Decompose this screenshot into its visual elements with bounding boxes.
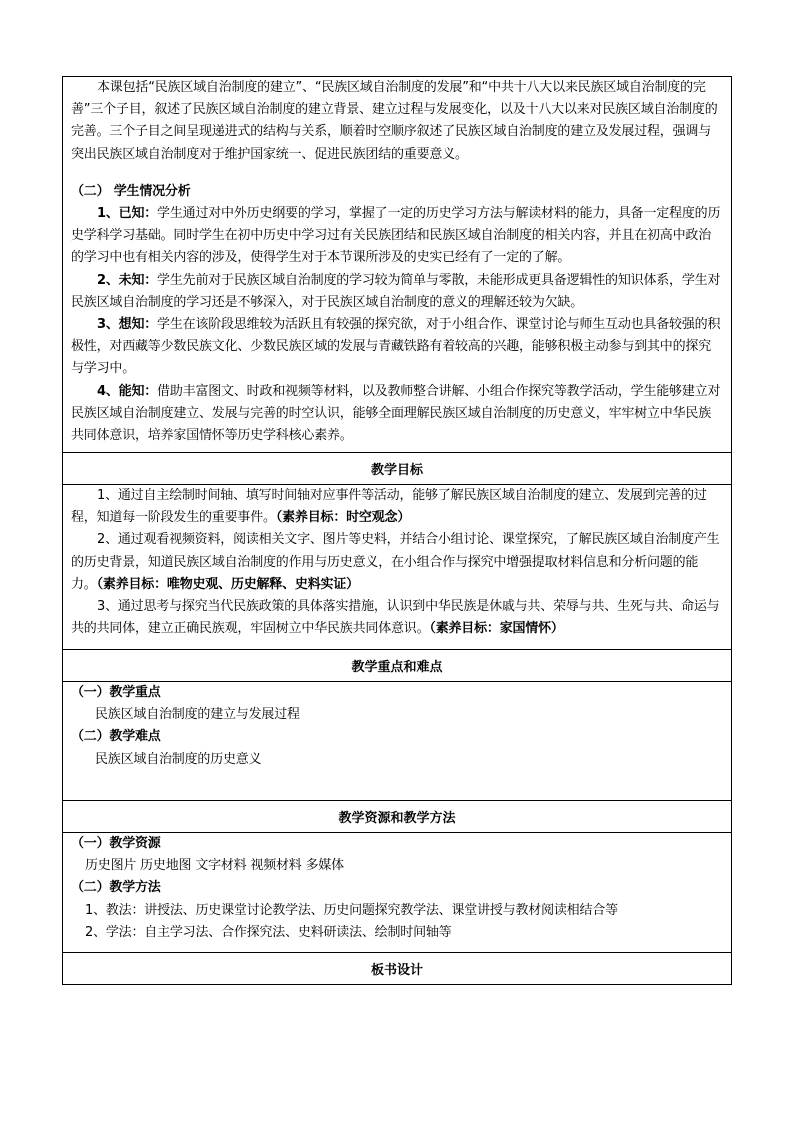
resources-header: 教学资源和教学方法	[63, 801, 732, 833]
student-item-4-text: 借助丰富图文、时政和视频等材料，以及教师整合讲解、小组合作探究等教学活动，学生能够建立对民族区域自治制度建立、发展与完善的时空认识，能够全面理解民族区域自治制度的历史意义，牢牢树立中华民族共同体意识，培养家国情怀等历史学科核心素养。	[71, 383, 721, 444]
resources-header-row	[63, 801, 732, 833]
focus-text: 民族区域自治制度的建立与发展过程	[95, 707, 300, 723]
difficulty-text: 民族区域自治制度的历史意义	[95, 751, 262, 767]
objectives-cell	[63, 485, 732, 650]
resources-heading: （一）教学资源	[71, 836, 161, 851]
student-item-2-lead: 2、未知：	[97, 272, 158, 288]
objective-item-1	[71, 485, 723, 529]
student-item-3	[71, 314, 723, 381]
objective-2-text: 2、通过观看视频资料，阅读相关文字、图片等史料，并结合小组讨论、课堂探究，了解民族区域自治制度产生的历史背景，知道民族区域自治制度的作用与历史意义，在小组合作与探究中增强提取材料信息和分析问题的能力。	[71, 532, 720, 592]
objective-1-tag: （素养目标：时空观念）	[275, 510, 411, 526]
resources-text: 历史图片 历史地图 文字材料 视频材料 多媒体	[85, 858, 344, 874]
objective-1-text: 1、通过自主绘制时间轴、填写时间轴对应事件等活动，能够了解民族区域自治制度的建立、发展到完善的过程，知道每一阶段发生的重要事件。	[71, 488, 707, 526]
student-item-3-lead: 3、想知：	[97, 317, 158, 333]
student-item-2-text: 学生先前对于民族区域自治制度的学习较为简单与零散，未能形成更具备逻辑性的知识体系，学生对民族区域自治制度的学习还是不够深入，对于民族区域自治制度的意义的理解还较为欠缺。	[71, 272, 721, 310]
keypoints-header: 教学重点和难点	[63, 650, 732, 682]
objective-3-text: 3、通过思考与探究当代民族政策的具体落实措施，认识到中华民族是休戚与共、荣辱与共、生死与共、命运与共的共同体，建立正确民族观，牢固树立中华民族共同体意识。	[71, 599, 720, 637]
method-learning: 2、学法：自主学习法、合作探究法、史料研读法、绘制时间轴等	[85, 924, 452, 940]
analysis-cell	[63, 77, 732, 453]
textbook-analysis-paragraph: 本课包括“民族区域自治制度的建立”、“民族区域自治制度的发展”和“中共十八大以来民族区域自治制度的完善”三个子目，叙述了民族区域自治制度的建立背景、建立过程与发展变化，以及十八大以来对民族区域自治制度的完善。三个子目之间呈现递进式的结构与关系，顺着时空顺序叙述了民族区域自治制度的建立及发展过程，强调与突出民族区域自治制度对于维护国家统一、促进民族团结的重要意义。	[71, 80, 718, 162]
methods-heading: （二）教学方法	[71, 880, 161, 896]
student-item-1-lead: 1、已知：	[97, 206, 158, 222]
resources-cell	[63, 833, 732, 953]
student-analysis-heading: （二） 学生情况分析	[71, 183, 191, 199]
resources-row	[63, 833, 732, 953]
focus-heading: （一）教学重点	[71, 685, 161, 700]
board-header-row	[63, 953, 732, 985]
student-item-2	[71, 270, 723, 314]
lesson-plan-table	[62, 76, 732, 985]
objectives-header-row	[63, 453, 732, 485]
objective-item-3	[71, 596, 723, 640]
objective-2-tag: （素养目标：唯物史观、历史解释、史料实证）	[96, 576, 359, 592]
analysis-row	[63, 77, 732, 453]
keypoints-cell	[63, 682, 732, 801]
objectives-row	[63, 485, 732, 650]
objective-item-2	[71, 529, 723, 596]
objectives-header: 教学目标	[63, 453, 732, 485]
difficulty-heading: （二）教学难点	[71, 729, 161, 745]
keypoints-row	[63, 682, 732, 801]
student-item-1-text: 学生通过对中外历史纲要的学习，掌握了一定的历史学习方法与解读材料的能力，具备一定程度的历史学科学习基础。同时学生在初中历史中学习过有关民族团结和民族区域自治制度的相关内容，并且在初高中政治的学习中也有相关内容的涉及，使得学生对于本节课所涉及的史实已经有了一定的了解。	[71, 206, 721, 266]
objective-3-tag: （素养目标：家国情怀）	[429, 621, 564, 637]
student-item-1	[71, 203, 723, 270]
student-item-3-text: 学生在该阶段思维较为活跃且有较强的探究欲，对于小组合作、课堂讨论与师生互动也具备较强的积极性，对西藏等少数民族文化、少数民族区域的发展与青藏铁路有着较高的兴趣，能够积极主动参与到其中的探究与学习中。	[71, 317, 721, 377]
method-teaching: 1、教法：讲授法、历史课堂讨论教学法、历史问题探究教学法、课堂讲授与教材阅读相结合等	[85, 902, 618, 918]
keypoints-header-row	[63, 650, 732, 682]
student-item-4	[71, 381, 723, 448]
board-design-header: 板书设计	[63, 953, 732, 985]
student-item-4-lead: 4、能知：	[97, 383, 158, 399]
